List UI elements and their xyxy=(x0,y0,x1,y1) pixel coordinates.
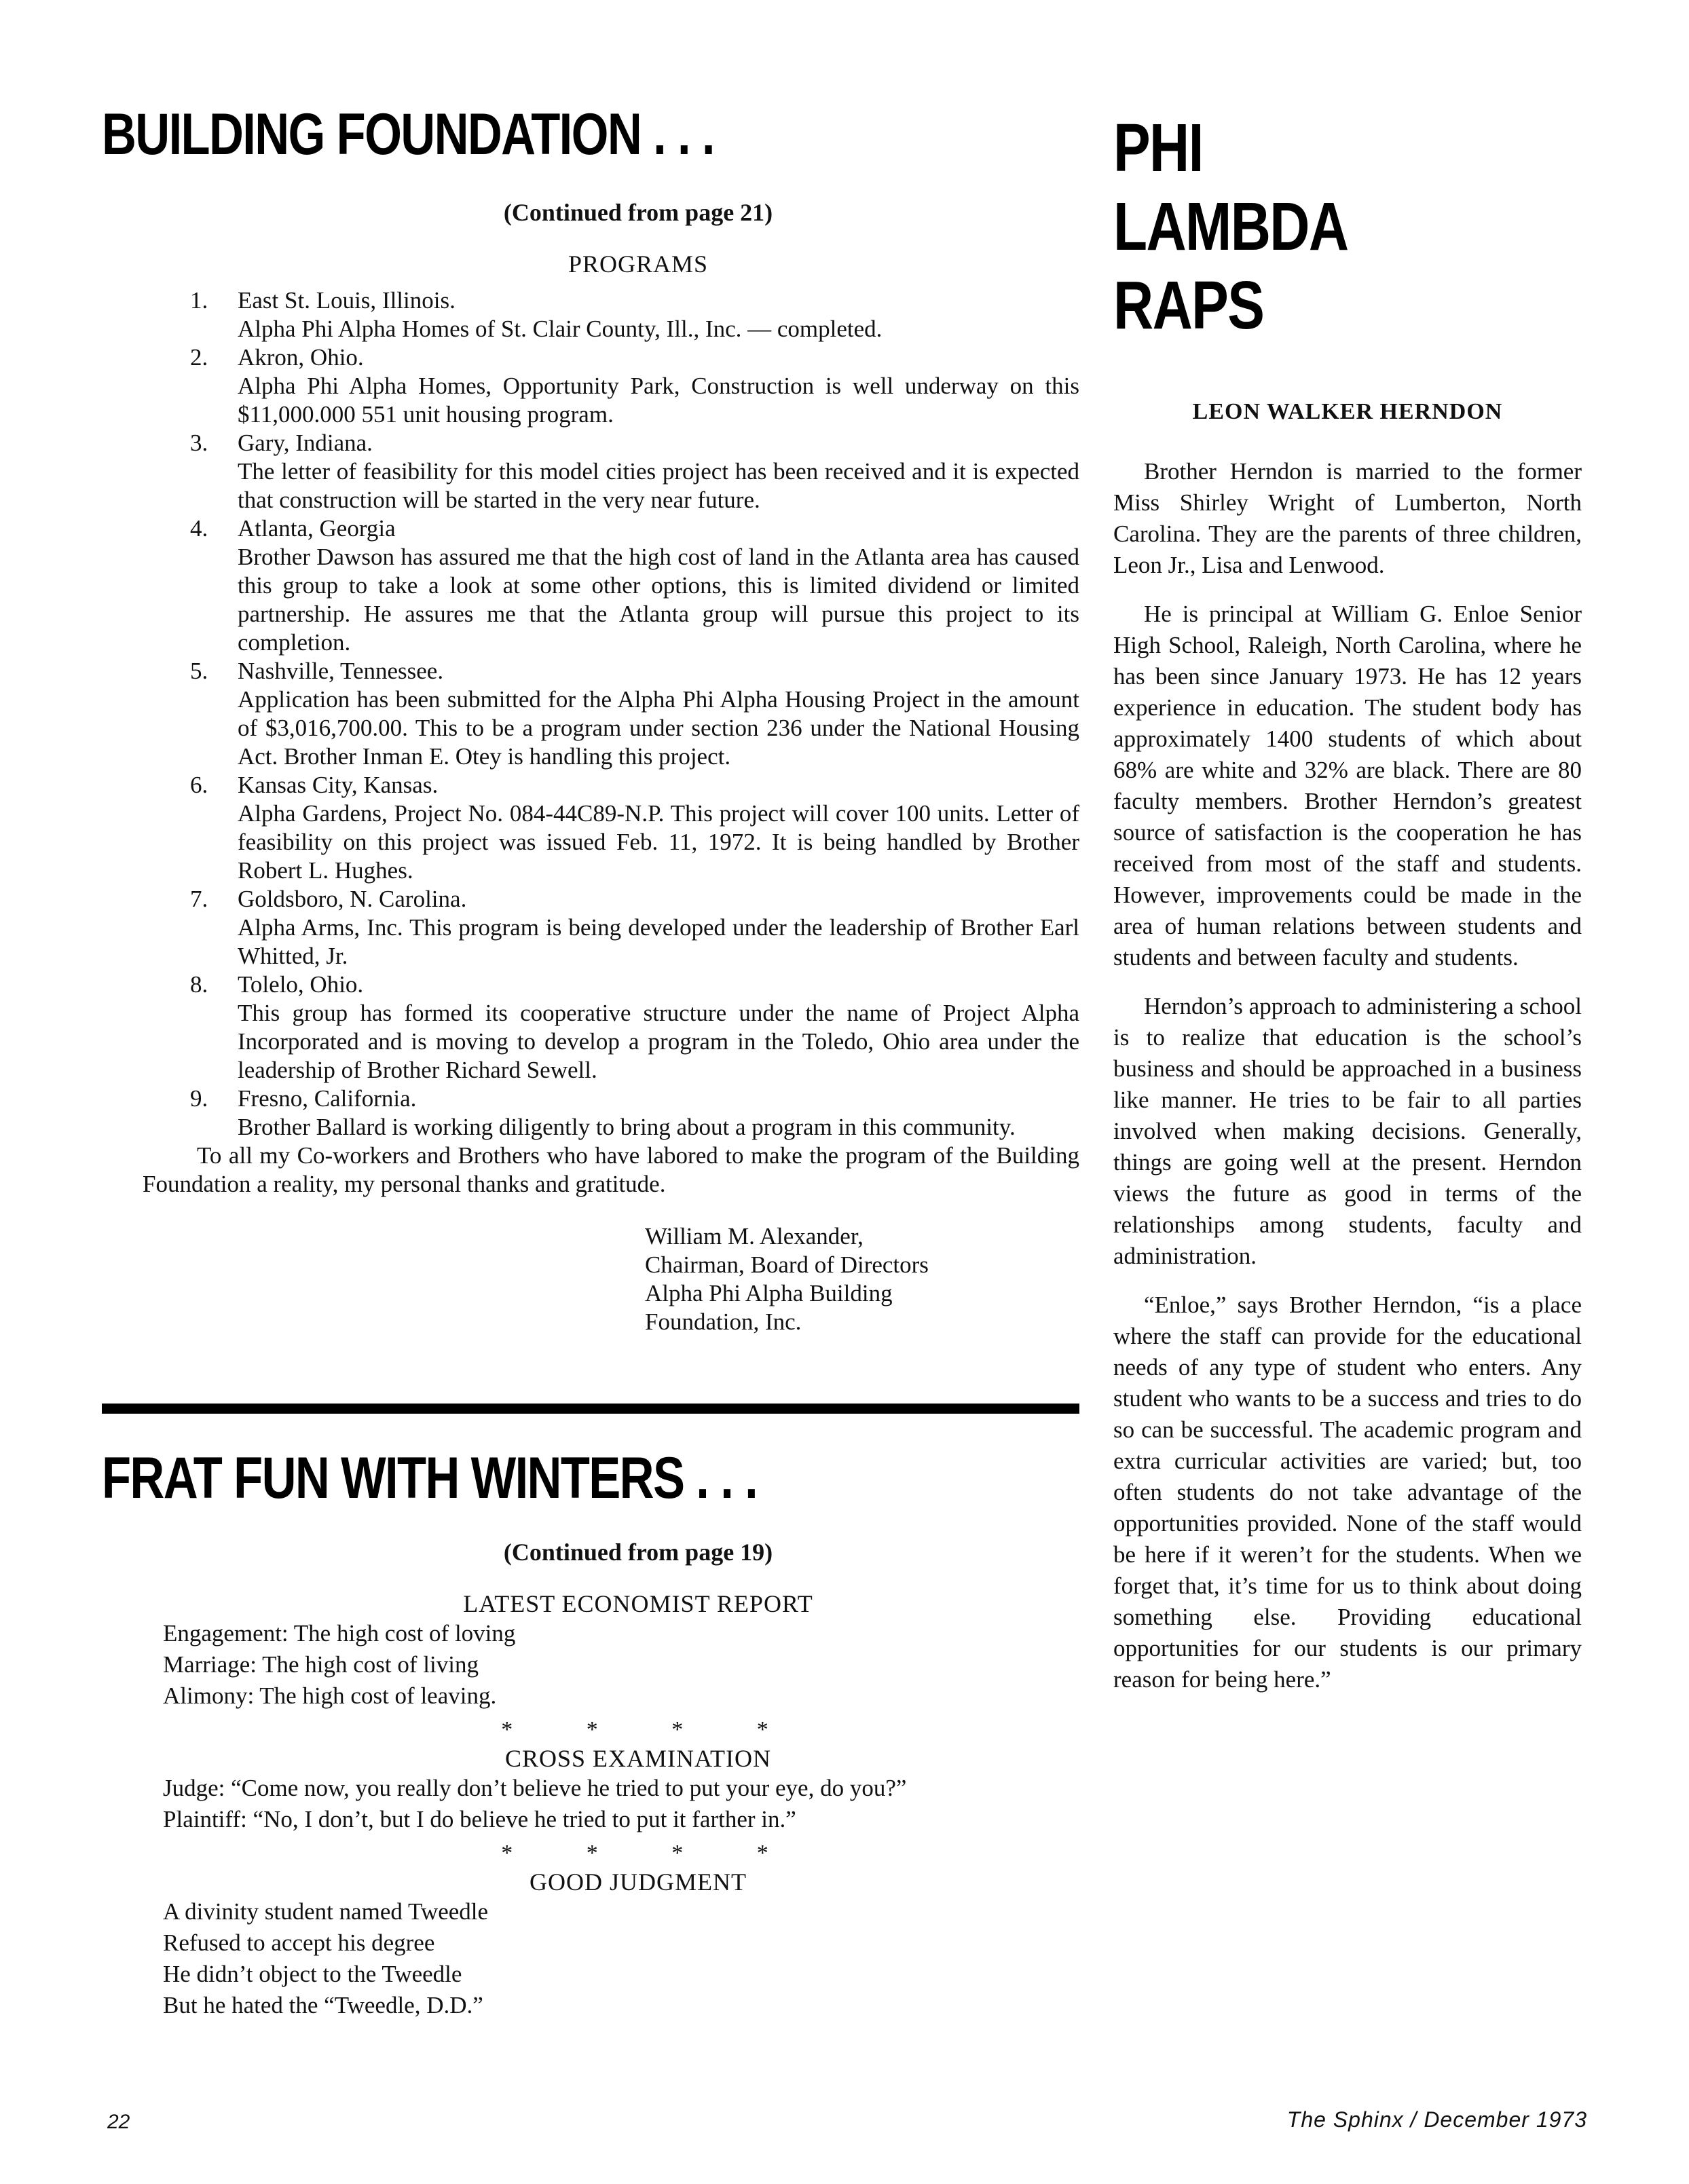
economist-lines xyxy=(102,1618,1079,1712)
program-number: 7. xyxy=(190,886,208,912)
program-number: 8. xyxy=(190,971,208,998)
joke-line: Alimony: The high cost of leaving. xyxy=(163,1682,497,1709)
program-place: Kansas City, Kansas. xyxy=(238,772,439,798)
program-number: 1. xyxy=(190,287,208,314)
poem-lines xyxy=(102,1896,1079,2021)
title-line: RAPS xyxy=(1113,267,1264,343)
phi-lambda-article xyxy=(1113,109,1582,1713)
signature-line: Foundation, Inc. xyxy=(645,1308,802,1335)
program-place: Akron, Ohio. xyxy=(238,344,364,371)
program-place: Nashville, Tennessee. xyxy=(238,658,444,684)
poem-line: But he hated the “Tweedle, D.D.” xyxy=(163,1992,483,2018)
asterisk-divider: * * * * xyxy=(501,1717,802,1742)
continued-note: (Continued from page 19) xyxy=(503,1539,773,1566)
economist-heading: LATEST ECONOMIST REPORT xyxy=(463,1590,813,1617)
poem-line: He didn’t object to the Tweedle xyxy=(163,1961,462,1987)
program-desc: Alpha Phi Alpha Homes, Opportunity Park, Construction is well underway on this $11,000.000 551 unit housing program. xyxy=(238,373,1079,428)
poem-line: A divinity student named Tweedle xyxy=(163,1898,489,1925)
programs-heading: PROGRAMS xyxy=(568,250,709,278)
section-divider xyxy=(102,1404,1079,1414)
program-place: Goldsboro, N. Carolina. xyxy=(238,886,467,912)
frat-fun-title: FRAT FUN WITH WINTERS . . . xyxy=(102,1446,758,1511)
program-item xyxy=(102,343,1079,429)
program-number: 3. xyxy=(190,430,208,456)
signature-block xyxy=(102,1222,1079,1336)
program-place: East St. Louis, Illinois. xyxy=(238,287,456,314)
program-item xyxy=(102,885,1079,971)
title-line: PHI xyxy=(1113,110,1203,186)
building-foundation-title: BUILDING FOUNDATION . . . xyxy=(102,102,714,167)
building-foundation-article xyxy=(102,102,1079,1336)
program-desc: The letter of feasibility for this model cities project has been received and it is expected that construction will be started in the very near future. xyxy=(238,458,1079,513)
program-place: Atlanta, Georgia xyxy=(238,515,396,542)
phi-lambda-title xyxy=(1113,109,1498,345)
program-item xyxy=(102,429,1079,514)
program-desc: Alpha Phi Alpha Homes of St. Clair County, Ill., Inc. — completed. xyxy=(238,316,883,342)
signature-line: William M. Alexander, xyxy=(645,1223,864,1249)
program-item xyxy=(102,657,1079,771)
title-line: LAMBDA xyxy=(1113,189,1348,265)
article-paragraph: “Enloe,” says Brother Herndon, “is a place where the staff can provide for the educational needs of any type of student who enters. Any student who wants to be a success and tries to do so can be successful. The academic program and extra curricular activities are varied; but, too often students do not take advantage of the opportunities provided. None of the staff would be here if it weren’t for the students. When we forget that, it’s time for us to think about doing something else. Providing educational opportunities for our students is our primary reason for being here.” xyxy=(1113,1292,1582,1693)
program-place: Fresno, California. xyxy=(238,1085,417,1112)
article-paragraph: Brother Herndon is married to the former Miss Shirley Wright of Lumberton, North Carolina. They are the parents of three children, Leon Jr., Lisa and Lenwood. xyxy=(1113,458,1582,578)
program-item xyxy=(102,771,1079,885)
good-judgment-heading: GOOD JUDGMENT xyxy=(530,1868,747,1896)
article-paragraph: Herndon’s approach to administering a school is to realize that education is the school’s business and should be approached in a business like manner. He tries to be fair to all parties involved when making decisions. Generally, things are going well at the present. Herndon views the future as good in terms of the relationships among students, faculty and administration. xyxy=(1113,993,1582,1269)
program-item xyxy=(102,971,1079,1085)
program-number: 2. xyxy=(190,344,208,371)
program-number: 5. xyxy=(190,658,208,684)
program-place: Gary, Indiana. xyxy=(238,430,373,456)
signature-line: Chairman, Board of Directors xyxy=(645,1251,929,1278)
program-number: 9. xyxy=(190,1085,208,1112)
poem-line: Refused to accept his degree xyxy=(163,1929,435,1956)
program-desc: This group has formed its cooperative structure under the name of Project Alpha Incorporated and is moving to develop a program in the Toledo, Ohio area under the leadership of Brother Richard Sewell. xyxy=(238,1000,1079,1083)
program-item xyxy=(102,286,1079,343)
judge-line: Judge: “Come now, you really don’t believe he tried to put your eye, do you?” xyxy=(163,1775,907,1801)
program-number: 6. xyxy=(190,772,208,798)
plaintiff-line: Plaintiff: “No, I don’t, but I do believe he tried to put it farther in.” xyxy=(163,1806,796,1832)
page-number: 22 xyxy=(107,2111,130,2133)
cross-examination-heading: CROSS EXAMINATION xyxy=(504,1745,772,1772)
author-name: LEON WALKER HERNDON xyxy=(1192,399,1503,424)
joke-line: Marriage: The high cost of living xyxy=(163,1651,479,1678)
program-item xyxy=(102,514,1079,657)
closing-paragraph: To all my Co-workers and Brothers who have labored to make the program of the Building Foundation a reality, my personal thanks and gratitude. xyxy=(143,1142,1079,1197)
programs-list xyxy=(102,286,1079,1142)
publication-footer: The Sphinx / December 1973 xyxy=(1286,2107,1587,2132)
frat-fun-article xyxy=(102,1446,1079,2021)
joke-line: Engagement: The high cost of loving xyxy=(163,1620,516,1646)
program-place: Tolelo, Ohio. xyxy=(238,971,364,998)
program-desc: Alpha Arms, Inc. This program is being developed under the leadership of Brother Earl Whitted, Jr. xyxy=(238,914,1079,969)
program-desc: Alpha Gardens, Project No. 084-44C89-N.P. This project will cover 100 units. Letter of feasibility on this project was issued Feb. 11, 1972. It is being handled by Brother Robert L. Hughes. xyxy=(238,800,1079,884)
program-item xyxy=(102,1085,1079,1142)
article-paragraph: He is principal at William G. Enloe Senior High School, Raleigh, North Carolina, where he has been since January 1973. He has 12 years experience in education. The student body has approximately 1400 students of which about 68% are white and 32% are black. There are 80 faculty members. Brother Herndon’s greatest source of satisfaction is the cooperation he has received from most of the staff and students. However, improvements could be made in the area of human relations between students and students and between faculty and students. xyxy=(1113,601,1582,971)
continued-note: (Continued from page 21) xyxy=(503,199,773,226)
program-number: 4. xyxy=(190,515,208,542)
program-desc: Brother Ballard is working diligently to bring about a program in this community. xyxy=(238,1114,1016,1140)
program-desc: Brother Dawson has assured me that the high cost of land in the Atlanta area has caused this group to take a look at some other options, this is limited dividend or limited partnership. He assures me that the Atlanta group will pursue this project to its completion. xyxy=(238,544,1079,656)
asterisk-divider: * * * * xyxy=(501,1841,802,1866)
signature-line: Alpha Phi Alpha Building xyxy=(645,1280,893,1306)
program-desc: Application has been submitted for the Alpha Phi Alpha Housing Project in the amount of $3,016,700.00. This to be a program under section 236 under the National Housing Act. Brother Inman E. Otey is handling this project. xyxy=(238,686,1079,770)
